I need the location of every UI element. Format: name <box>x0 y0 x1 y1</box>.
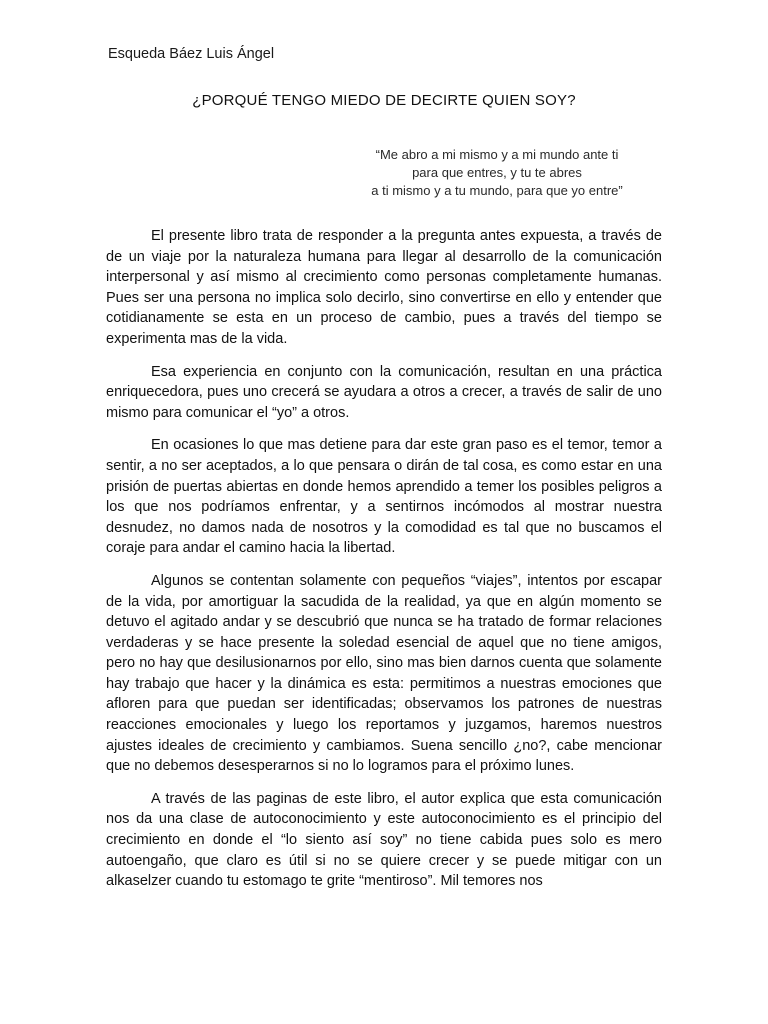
paragraph: Esa experiencia en conjunto con la comunicación, resultan en una práctica enriquecedora, pues uno crecerá se ayudara a otros a crecer, a través de salir de uno mismo para comunicar el “yo” a otros. <box>106 363 662 421</box>
epigraph-line: a ti mismo y a tu mundo, para que yo entre” <box>371 183 623 198</box>
epigraph-line: para que entres, y tu te abres <box>412 165 582 180</box>
page-title: ¿PORQUÉ TENGO MIEDO DE DECIRTE QUIEN SOY? <box>192 92 576 109</box>
paragraph: Algunos se contentan solamente con pequeños “viajes”, intentos por escapar de la vida, por amortiguar la sacudida de la realidad, ya que en algún momento se detuvo el agitado andar y se descubrió que nunca se ha tratado de formar relaciones verdaderas y se hace presente la soledad esencial de aquel que no tiene amigos, pero no hay que desilusionarnos por ello, sino mas bien darnos cuenta que solamente hay trabajo que hacer y la dinámica es esta: permitimos a nuestras emociones que afloren para que puedan ser identificadas; observamos los patrones de nuestras reacciones emocionales y luego los reportamos y juzgamos, haremos nuestros ajustes ideales de crecimiento y cambiamos. Suena sencillo ¿no?, cabe mencionar que no debemos desesperarnos si no lo logramos para el próximo lunes. <box>106 572 662 775</box>
epigraph-line: “Me abro a mi mismo y a mi mundo ante ti <box>375 147 619 162</box>
author-name: Esqueda Báez Luis Ángel <box>108 46 275 62</box>
body-text <box>106 226 662 892</box>
epigraph-quote <box>332 146 662 200</box>
paragraph: El presente libro trata de responder a la pregunta antes expuesta, a través de de un viaje por la naturaleza humana para llegar al desarrollo de la comunicación interpersonal y así mismo al crecimiento como personas completamente humanas. Pues ser una persona no implica solo decirlo, sino convertirse en ello y entender que cotidianamente se esta en un proceso de cambio, pues a través del tiempo se experimenta mas de la vida. <box>106 228 662 347</box>
paragraph: En ocasiones lo que mas detiene para dar este gran paso es el temor, temor a sentir, a no ser aceptados, a lo que pensara o dirán de tal cosa, es como estar en una prisión de puertas abiertas en donde hemos aprendido a temer los posibles peligros a los que nos podríamos enfrentar, y a sentirnos incómodos al mostrar nuestra desnudez, no damos nada de nosotros y la comodidad es tal que no buscamos el coraje para andar el camino hacia la libertad. <box>106 437 662 557</box>
paragraph: A través de las paginas de este libro, el autor explica que esta comunicación nos da una clase de autoconocimiento y este autoconocimiento es el principio del crecimiento en donde el “lo siento así soy” no tiene cabida pues solo es mero autoengaño, que claro es útil si no se quiere crecer y se puede mitigar con un alkaselzer cuando tu estomago te grite “mentiroso”. Mil temores nos <box>106 790 662 890</box>
